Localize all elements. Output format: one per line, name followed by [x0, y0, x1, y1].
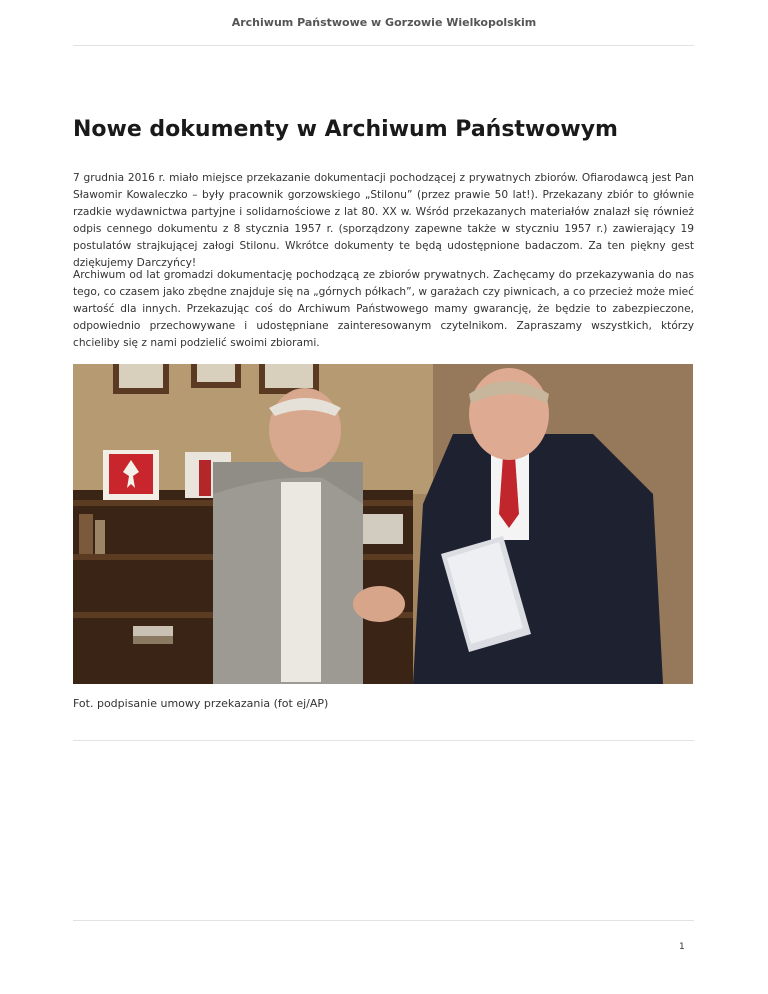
article-paragraph-1: 7 grudnia 2016 r. miało miejsce przekazanie dokumentacji pochodzącej z prywatnych zbiorów. Ofiarodawcą jest Pan Sławomir Kowaleczko – były pracownik gorzowskiego „Stilonu” (przez prawie 50 lat!). Przekazany zbiór to głównie rzadkie wydawnictwa partyjne i solidarnościowe z lat 80. XX w. Wśród przekazanych materiałów znalazł się również odpis cennego dokumentu z 8 stycznia 1957 r. (sporządzony zapewne także w styczniu 1957 r.) zawierający 19 postulatów strajkującej załogi Stilonu. Wkrótce dokumenty te będą udostępnione badaczom. Za ten piękny gest dziękujemy Darczyńcy! [73, 172, 694, 269]
article-title: Nowe dokumenty w Archiwum Państwowym [73, 117, 618, 142]
article-photo [73, 364, 693, 684]
footer-divider-top [73, 740, 694, 741]
page-number: 1 [679, 942, 685, 952]
photo-caption: Fot. podpisanie umowy przekazania (fot ej/AP) [73, 697, 329, 710]
header-divider [73, 45, 694, 46]
site-header: Archiwum Państwowe w Gorzowie Wielkopolskim [231, 16, 537, 29]
article-paragraph-2: Archiwum od lat gromadzi dokumentację pochodzącą ze zbiorów prywatnych. Zachęcamy do przekazywania do nas tego, co czasem jako zbędne znajduje się na „górnych półkach”, w garażach czy piwnicach, a co przecież może mieć wartość dla innych. Przekazując coś do Archiwum Państwowego mamy gwarancję, że będzie to zabezpieczone, odpowiednio przechowywane i udostępniane zainteresowanym czytelnikom. Zapraszamy wszystkich, którzy chcieliby się z nami podzielić swoimi zbiorami. [73, 269, 694, 349]
footer-divider-bottom [73, 920, 694, 921]
